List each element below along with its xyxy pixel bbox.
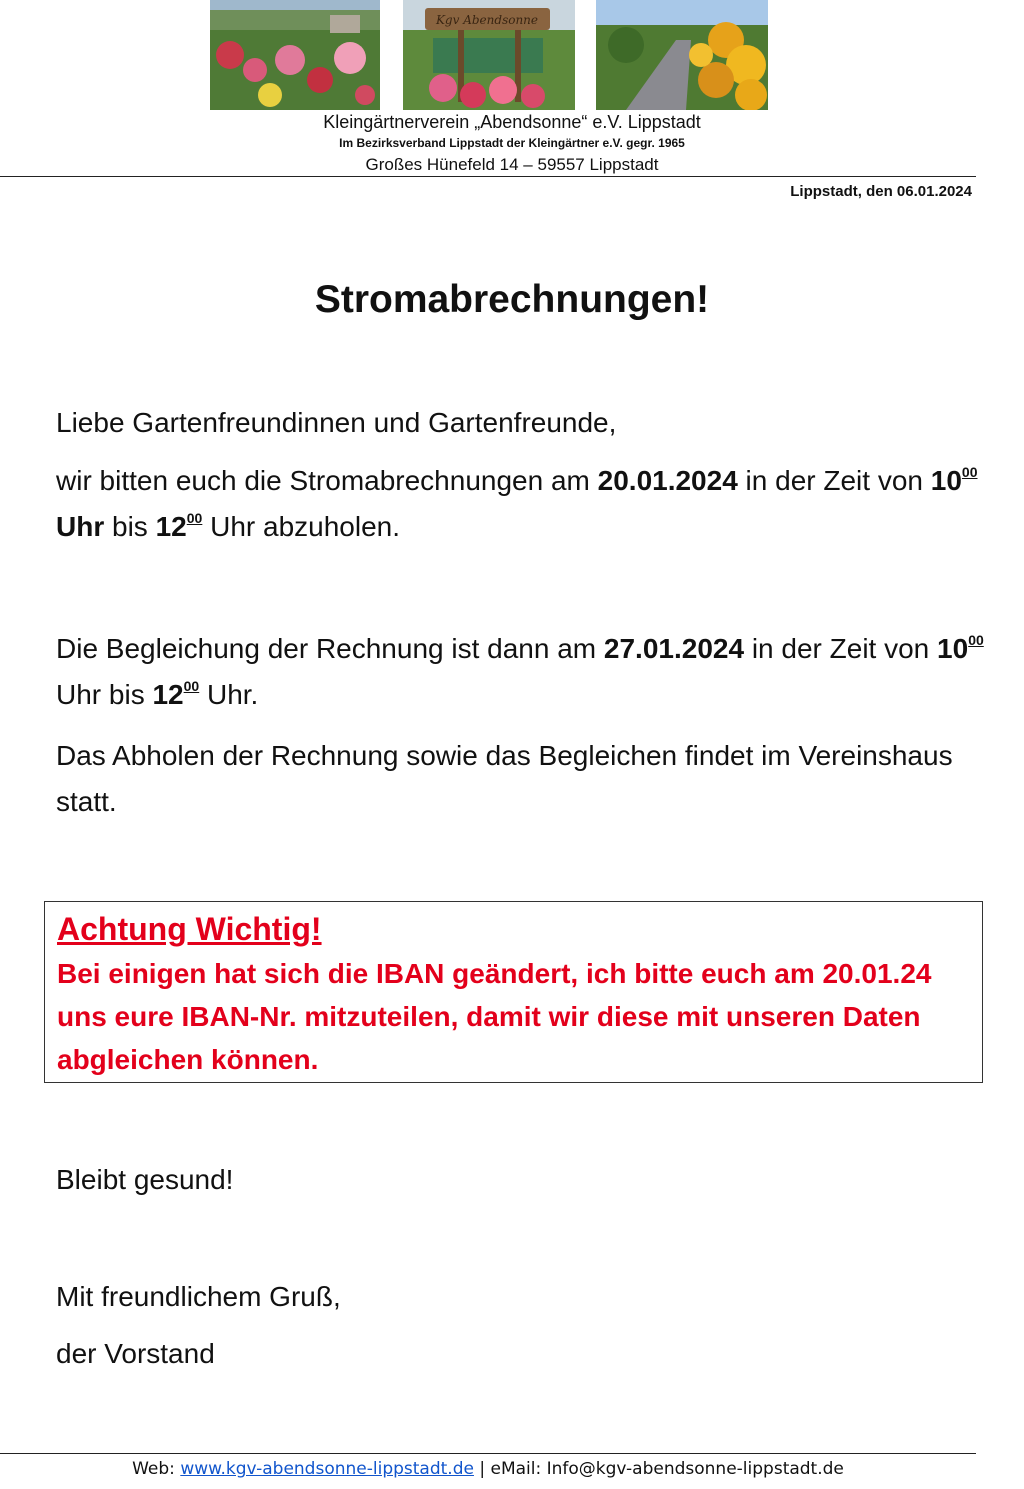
payment-date: 27.01.2024 <box>603 633 745 664</box>
sign-text: Kgv Abendsonne <box>435 13 539 27</box>
pickup-text: in der Zeit von <box>737 465 931 496</box>
page-title: Stromabrechnungen! <box>314 278 710 321</box>
location-paragraph: Das Abholen der Rechnung sowie das Begleichen findet im Vereinshaus statt. <box>56 740 953 817</box>
payment-text: in der Zeit von <box>744 633 938 664</box>
org-name: Kleingärtnerverein „Abendsonne“ e.V. Lippstadt <box>323 112 701 132</box>
closing-regards: Mit freundlichem Gruß, <box>56 1281 341 1312</box>
org-address: Großes Hünefeld 14 – 59557 Lippstadt <box>365 155 659 174</box>
payment-text: Uhr. <box>199 679 259 710</box>
payment-paragraph <box>56 626 986 718</box>
pickup-from-minutes: 00 <box>961 464 978 480</box>
important-notice-box <box>44 901 983 1083</box>
pickup-text: wir bitten euch die Stromabrechnungen am <box>56 465 598 496</box>
footer-web-label: Web: <box>132 1459 181 1479</box>
payment-text: Uhr bis <box>56 679 153 710</box>
header-divider <box>0 176 976 177</box>
payment-text: Die Begleichung der Rechnung ist dann am <box>56 633 604 664</box>
payment-from-hour: 10 <box>937 633 969 664</box>
org-subtitle: Im Bezirksverband Lippstadt der Kleingärtner e.V. gegr. 1965 <box>339 136 685 150</box>
pickup-date: 20.01.2024 <box>597 465 738 496</box>
footer-divider <box>0 1453 976 1454</box>
notice-text: Bei einigen hat sich die IBAN geändert, ich bitte euch am 20.01.24 uns eure IBAN-Nr. mitzuteilen, damit wir diese mit unseren Daten abgleichen können. <box>57 958 932 1075</box>
pickup-paragraph <box>56 458 986 550</box>
footer-separator: | <box>473 1459 491 1479</box>
website-link[interactable]: www.kgv-abendsonne-lippstadt.de <box>180 1459 474 1479</box>
date-line: Lippstadt, den 06.01.2024 <box>790 183 972 200</box>
footer <box>0 1459 976 1479</box>
payment-from-minutes: 00 <box>968 632 984 648</box>
pickup-text: bis <box>104 511 156 542</box>
notice-title: Achtung Wichtig! <box>57 911 322 947</box>
header-photos <box>0 0 1024 112</box>
footer-email: eMail: Info@kgv-abendsonne-lippstadt.de <box>490 1459 844 1479</box>
pickup-to-minutes: 00 <box>186 510 203 526</box>
greeting: Liebe Gartenfreundinnen und Gartenfreunde, <box>56 407 617 438</box>
garden-path-sunflowers-photo <box>596 0 768 110</box>
payment-to-hour: 12 <box>152 679 184 710</box>
pickup-unit: Uhr <box>56 511 105 542</box>
closing-wish: Bleibt gesund! <box>56 1164 234 1195</box>
signature: der Vorstand <box>56 1338 215 1369</box>
pickup-text: Uhr abzuholen. <box>202 511 401 542</box>
garden-sign-photo <box>403 0 575 110</box>
payment-to-minutes: 00 <box>183 678 200 694</box>
pickup-from-hour: 10 <box>930 465 962 496</box>
garden-flowers-photo <box>210 0 380 110</box>
pickup-to-hour: 12 <box>155 511 187 542</box>
